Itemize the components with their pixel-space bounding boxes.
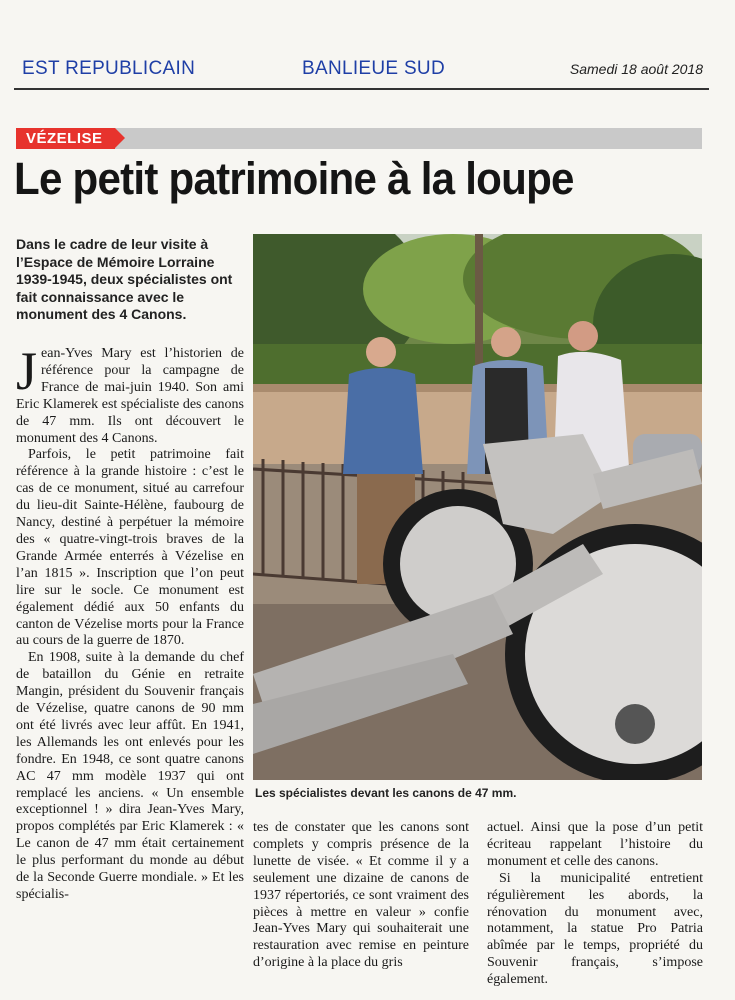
article-column-3 — [487, 820, 703, 989]
article-column-2 — [253, 820, 469, 972]
rubric-label: VÉZELISE — [16, 128, 115, 149]
paragraph-2: Parfois, le petit patrimoine fait référence à la grande histoire : c’est le cas de ce monument, situé au carrefour du lieu-dit Sainte-Hélène, faubourg de Nancy, destiné à perpétuer la mémoire des « quatre-vingt-trois braves de la Grande Armée enterrés à Vézelise en l’an 1815 ». Inscription que l’on peut lire sur le socle. Ce monument est également dédié aux 50 enfants du canton de Vézelise morts pour la France au cours de la guerre de 1870. — [16, 447, 244, 649]
headline: Le petit patrimoine à la loupe — [14, 153, 574, 204]
paragraph-1-text: ean-Yves Mary est l’historien de référence pour la campagne de France de mai-juin 1940. Son ami Eric Klamerek est spécialiste des canons de 47 mm. Ils ont découvert le monument des 4 Canons. — [16, 346, 244, 446]
paragraph-5: actuel. Ainsi que la pose d’un petit écriteau rappelant l’histoire du monument et celle des canons. — [487, 820, 703, 869]
publication-date: Samedi 18 août 2018 — [569, 61, 703, 77]
paragraph-1 — [16, 341, 244, 447]
lead-paragraph: Dans le cadre de leur visite à l’Espace de Mémoire Lorraine 1939-1945, deux spécialistes ont fait connaissance avec le monument des 4 Canons. — [16, 236, 233, 322]
article-photo — [253, 234, 702, 780]
paragraph-4: tes de constater que les canons sont complets y compris présence de la lunette de visée. « Et comme il y a seulement une dizaine de canons de 1937 répertoriés, ce sont vraiment des pièces à mettre en valeur » confie Jean-Yves Mary qui souhaiterait une restauration avec remise en peinture d’origine à la place du gris — [253, 820, 469, 971]
photo-caption: Les spécialistes devant les canons de 47 mm. — [255, 786, 517, 800]
page-header — [0, 0, 735, 92]
paragraph-3: En 1908, suite à la demande du chef de bataillon du Génie en retraite Mangin, président du Souvenir français de Vézelise, quatre canons de 90 mm ont été livrés avec leur affût. En 1941, les Allemands les ont enlevés pour les fondre. En 1948, ce sont quatre canons AC 47 mm modèle 1937 qui ont remplacé les anciens. « Un ensemble exceptionnel ! » dira Jean-Yves Mary, propos complétés par Eric Klamerek : « Le canon de 47 mm était certainement le plus performant du monde au début de la Seconde Guerre mondiale. » Et les spécialis- — [16, 650, 244, 902]
paragraph-6: Si la municipalité entretient régulièrement les abords, la rénovation du monument avec, notamment, la statue Pro Patria abîmée par le temps, propriété du Souvenir français, s’impose également. — [487, 870, 703, 988]
section-name: BANLIEUE SUD — [302, 58, 445, 79]
drop-cap: J — [16, 341, 38, 401]
publication-name: EST REPUBLICAIN — [22, 58, 196, 79]
article-column-1 — [16, 341, 244, 904]
header-rule — [14, 88, 709, 90]
